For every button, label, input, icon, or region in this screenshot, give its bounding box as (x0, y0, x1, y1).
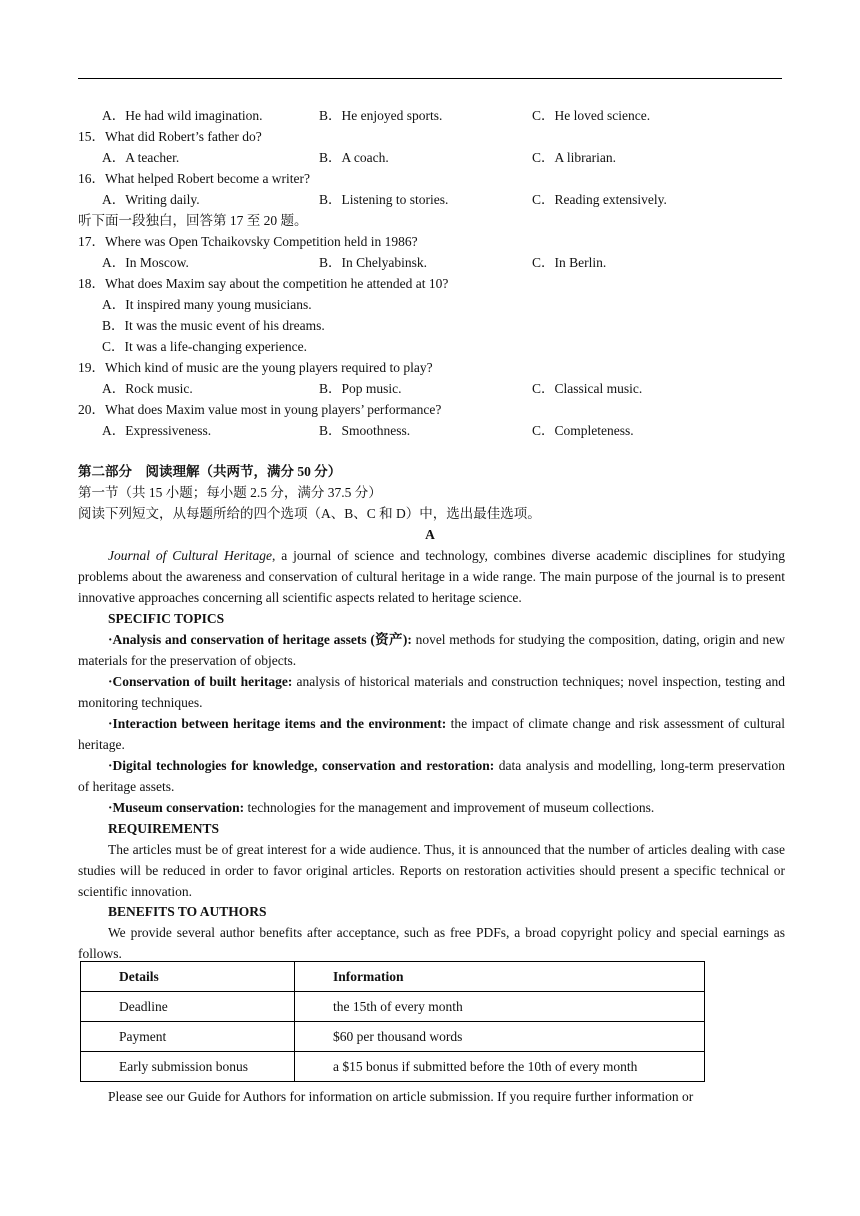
topic-title: ·Interaction between heritage items and the environment: (108, 716, 447, 731)
header-rule (78, 78, 782, 79)
closing-text: Please see our Guide for Authors for information on article submission. If you require further information or (108, 1089, 694, 1104)
q15-option-b: B．A coach. (319, 150, 389, 165)
q19-option-a: A．Rock music. (102, 381, 193, 396)
q15-option-a: A．A teacher. (102, 150, 180, 165)
part2-title: 第二部分 阅读理解（共两节，满分 50 分） (78, 464, 342, 479)
q18-stem: 18．What does Maxim say about the competition he attended at 10? (78, 276, 449, 291)
q18-option-b: B．It was the music event of his dreams. (102, 318, 325, 333)
topic-title: ·Analysis and conservation of heritage assets (资产): (108, 632, 412, 647)
journal-title: Journal of Cultural Heritage (108, 548, 272, 563)
q20-option-a: A．Expressiveness. (102, 423, 212, 438)
topic-title: ·Museum conservation: (108, 800, 245, 815)
q19-option-b: B．Pop music. (319, 381, 402, 396)
q19-option-c: C．Classical music. (532, 381, 643, 396)
topic-item (78, 713, 785, 755)
topic-title: ·Digital technologies for knowledge, conservation and restoration: (108, 758, 495, 773)
table-row (81, 1022, 705, 1052)
q15-option-c: C．A librarian. (532, 150, 616, 165)
topic-item (78, 797, 785, 818)
topic-text: analysis of historical materials and construction techniques; novel inspection, testing and monitoring techniques. (78, 674, 785, 710)
part2-instruction: 阅读下列短文，从每题所给的四个选项（A、B、C 和 D）中，选出最佳选项。 (78, 506, 541, 521)
q16-stem: 16．What helped Robert become a writer? (78, 171, 311, 186)
benefits-table (80, 961, 705, 1082)
passage-label: A (425, 527, 435, 542)
q15-stem: 15．What did Robert’s father do? (78, 129, 262, 144)
q20-stem: 20．What does Maxim value most in young players’ performance? (78, 402, 442, 417)
table-header-row (81, 962, 705, 992)
table-cell: the 15th of every month (295, 992, 705, 1022)
topic-title: ·Conservation of built heritage: (108, 674, 293, 689)
benefits-text: We provide several author benefits after acceptance, such as free PDFs, a broad copyright policy and special earnings as follows. (78, 925, 785, 961)
requirements-text: The articles must be of great interest for a wide audience. Thus, it is announced that the number of articles dealing with case studies will be reduced in order to favor original articles. Reports on restoration activities should present a specific technical or scientific innovation. (78, 842, 785, 899)
table-cell: $60 per thousand words (295, 1022, 705, 1052)
part2-section1: 第一节（共 15 小题；每小题 2.5 分，满分 37.5 分） (78, 485, 382, 500)
q16-option-b: B．Listening to stories. (319, 192, 449, 207)
table-row (81, 1052, 705, 1082)
table-cell: Early submission bonus (81, 1052, 295, 1082)
table-header-cell: Information (295, 962, 705, 992)
q18-option-a: A．It inspired many young musicians. (102, 297, 312, 312)
topics-heading: SPECIFIC TOPICS (108, 611, 225, 626)
topic-item (78, 629, 785, 671)
q14-option-b: B．He enjoyed sports. (319, 108, 443, 123)
topic-text: data analysis and modelling, long-term preservation of heritage assets. (78, 758, 785, 794)
table-cell: Deadline (81, 992, 295, 1022)
table-cell: a $15 bonus if submitted before the 10th of every month (295, 1052, 705, 1082)
q16-option-a: A．Writing daily. (102, 192, 200, 207)
q19-stem: 19．Which kind of music are the young players required to play? (78, 360, 433, 375)
q18-option-c: C．It was a life-changing experience. (102, 339, 308, 354)
q17-option-a: A．In Moscow. (102, 255, 189, 270)
q17-stem: 17．Where was Open Tchaikovsky Competition held in 1986? (78, 234, 418, 249)
table-row (81, 992, 705, 1022)
topic-item (78, 671, 785, 713)
q20-option-b: B．Smoothness. (319, 423, 411, 438)
passage-intro (78, 545, 785, 608)
q17-option-b: B．In Chelyabinsk. (319, 255, 427, 270)
table-header-cell: Details (81, 962, 295, 992)
intro-text: , a journal of science and technology, combines diverse academic disciplines for studying problems about the awareness and conservation of cultural heritage in a wide range. The main purpose of the journal is to present innovative approaches concerning all scientific aspects related to heritage science. (78, 548, 785, 605)
topic-text: technologies for the management and improvement of museum collections. (244, 800, 655, 815)
q17-option-c: C．In Berlin. (532, 255, 607, 270)
section-note: 听下面一段独白，回答第 17 至 20 题。 (78, 213, 308, 228)
topic-item (78, 755, 785, 797)
q14-option-c: C．He loved science. (532, 108, 651, 123)
q20-option-c: C．Completeness. (532, 423, 634, 438)
benefits-heading: BENEFITS TO AUTHORS (108, 904, 267, 919)
topic-text: novel methods for studying the composition, dating, origin and new materials for the preservation of objects. (78, 632, 785, 668)
table-cell: Payment (81, 1022, 295, 1052)
q16-option-c: C．Reading extensively. (532, 192, 667, 207)
topic-text: the impact of climate change and risk assessment of cultural heritage. (78, 716, 786, 752)
q14-option-a: A．He had wild imagination. (102, 108, 263, 123)
requirements-heading: REQUIREMENTS (108, 821, 220, 836)
